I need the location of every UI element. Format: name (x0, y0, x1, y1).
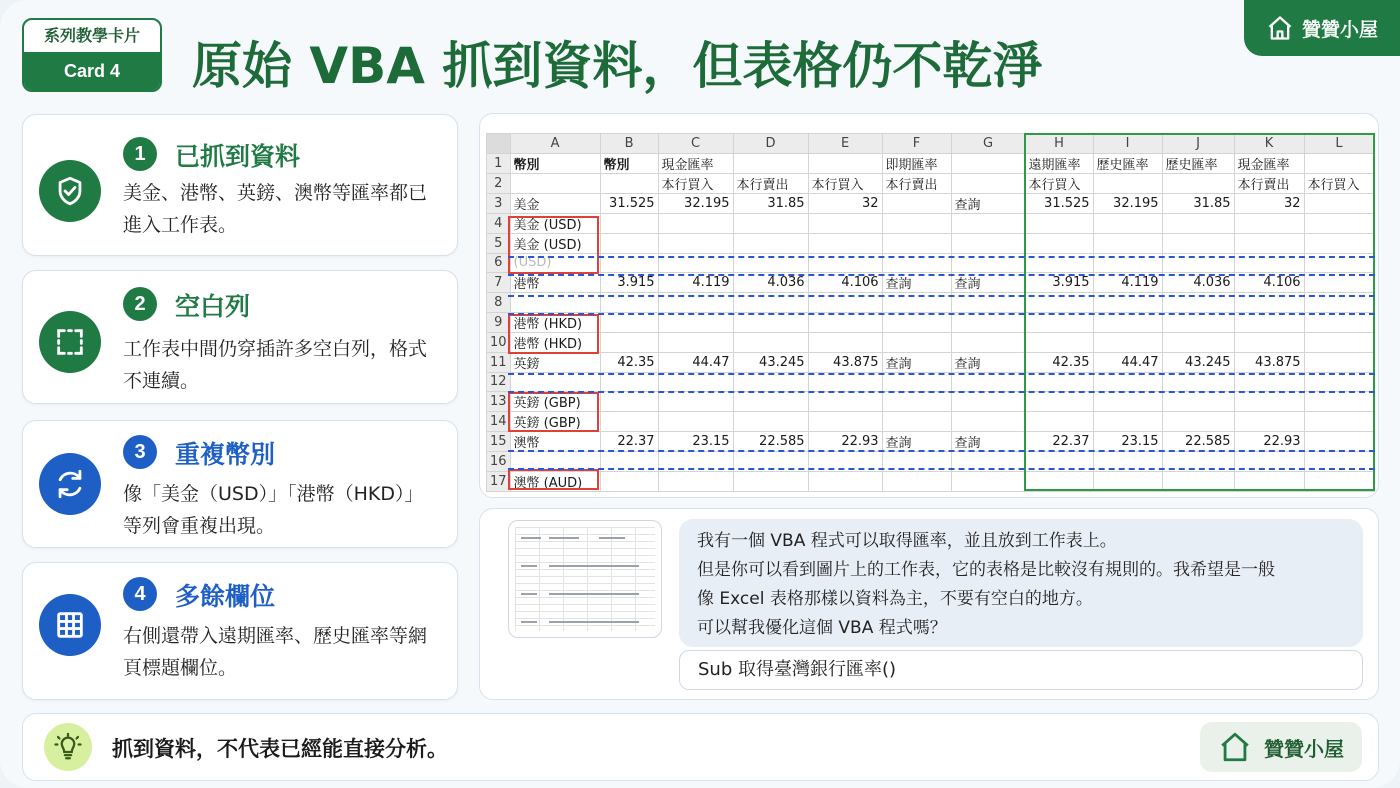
sheet-cell[interactable]: 查詢 (951, 432, 1025, 452)
sheet-cell[interactable]: 本行買入 (658, 173, 733, 193)
chat-line: 可以幫我優化這個 VBA 程式嗎？ (697, 618, 947, 638)
sheet-row (487, 193, 1375, 213)
sheet-cell[interactable] (658, 312, 733, 332)
sheet-cell[interactable]: 44.47 (1093, 352, 1162, 372)
sheet-cell[interactable]: 澳幣 (510, 432, 600, 452)
sheet-cell[interactable] (1234, 372, 1304, 392)
sheet-cell[interactable]: 4.119 (658, 273, 733, 293)
sheet-cell[interactable] (1162, 412, 1234, 432)
sheet-cell[interactable] (1234, 392, 1304, 412)
sheet-cell[interactable] (658, 412, 733, 432)
sheet-cell[interactable] (882, 213, 951, 233)
page-title: 原始 VBA 抓到資料，但表格仍不乾淨 (192, 37, 1043, 95)
sheet-cell[interactable] (1162, 392, 1234, 412)
sheet-cell[interactable]: 3.915 (1025, 273, 1093, 293)
sheet-cell[interactable] (882, 253, 951, 273)
sheet-cell[interactable] (658, 253, 733, 273)
sheet-cell[interactable] (1093, 332, 1162, 352)
sheet-cell[interactable] (733, 293, 808, 313)
sheet-cell[interactable] (510, 293, 600, 313)
sheet-cell[interactable] (600, 372, 658, 392)
sheet-cell[interactable]: 港幣 (510, 273, 600, 293)
sheet-cell[interactable] (808, 253, 882, 273)
sheet-cell[interactable] (733, 452, 808, 472)
sheet-cell[interactable]: 32 (808, 193, 882, 213)
sheet-cell[interactable] (600, 332, 658, 352)
sheet-cell[interactable] (1234, 452, 1304, 472)
column-header[interactable]: F (882, 134, 951, 154)
chat-message (679, 519, 1363, 647)
sheet-cell[interactable] (1093, 452, 1162, 472)
sheet-cell[interactable] (951, 452, 1025, 472)
sheet-cell[interactable]: 美金 (510, 193, 600, 213)
sheet-cell[interactable] (882, 412, 951, 432)
sheet-cell[interactable] (882, 332, 951, 352)
sheet-cell[interactable] (1162, 332, 1234, 352)
sheet-cell[interactable]: 英鎊 (GBP) (510, 392, 600, 412)
row-header[interactable]: 17 (487, 471, 511, 491)
sheet-cell[interactable]: 查詢 (951, 273, 1025, 293)
sheet-cell[interactable] (1234, 293, 1304, 313)
sheet-cell[interactable]: 本行賣出 (882, 173, 951, 193)
sheet-cell[interactable] (951, 332, 1025, 352)
sheet-cell[interactable] (1162, 253, 1234, 273)
sheet-row (487, 412, 1375, 432)
sheet-cell[interactable] (951, 412, 1025, 432)
sheet-row (487, 471, 1375, 491)
sheet-cell[interactable] (1093, 471, 1162, 491)
sheet-cell[interactable]: 31.525 (600, 193, 658, 213)
sheet-cell[interactable] (1234, 471, 1304, 491)
sheet-cell[interactable] (1304, 213, 1374, 233)
sheet-row (487, 153, 1375, 173)
sheet-cell[interactable]: 43.875 (808, 352, 882, 372)
card-number: 2 (123, 287, 157, 321)
column-header[interactable]: D (733, 134, 808, 154)
sheet-cell[interactable] (1162, 312, 1234, 332)
sheet-cell[interactable] (600, 213, 658, 233)
sheet-cell[interactable] (808, 412, 882, 432)
sheet-cell[interactable] (600, 233, 658, 253)
brand-name: 贊贊小屋 (1264, 736, 1344, 761)
row-header[interactable]: 2 (487, 173, 511, 193)
card-description: 像「美金（USD）」「港幣（HKD）」等列會重複出現。 (123, 483, 424, 537)
card-title: 多餘欄位 (175, 582, 276, 611)
sheet-cell[interactable]: 22.93 (1234, 432, 1304, 452)
sheet-cell[interactable]: 32.195 (658, 193, 733, 213)
home-icon (1266, 14, 1294, 42)
row-header[interactable]: 11 (487, 352, 511, 372)
sheet-cell[interactable] (882, 293, 951, 313)
sheet-row (487, 452, 1375, 472)
sheet-cell[interactable] (733, 372, 808, 392)
sheet-cell[interactable] (600, 412, 658, 432)
sheet-cell[interactable]: 43.875 (1234, 352, 1304, 372)
card-description: 右側還帶入遠期匯率、歷史匯率等網頁標題欄位。 (123, 625, 428, 679)
sheet-cell[interactable]: 44.47 (658, 352, 733, 372)
sheet-cell[interactable]: 歷史匯率 (1162, 153, 1234, 173)
column-header[interactable]: E (808, 134, 882, 154)
chat-line: 我有一個 VBA 程式可以取得匯率，並且放到工作表上。 (697, 531, 1117, 551)
sheet-cell[interactable] (1234, 253, 1304, 273)
sheet-cell[interactable] (951, 392, 1025, 412)
sheet-cell[interactable] (951, 372, 1025, 392)
sheet-cell[interactable]: 22.37 (1025, 432, 1093, 452)
sheet-cell[interactable] (600, 253, 658, 273)
sheet-cell[interactable] (1234, 332, 1304, 352)
card-extra-columns (22, 562, 458, 700)
row-header[interactable]: 13 (487, 392, 511, 412)
sheet-cell[interactable] (882, 312, 951, 332)
sheet-cell[interactable] (1234, 233, 1304, 253)
row-header[interactable]: 16 (487, 452, 511, 472)
card-description: 美金、港幣、英鎊、澳幣等匯率都已進入工作表。 (123, 182, 428, 236)
sheet-row (487, 213, 1375, 233)
sheet-cell[interactable]: 英鎊 (GBP) (510, 412, 600, 432)
sheet-cell[interactable]: 幣別 (600, 153, 658, 173)
sheet-cell[interactable]: 31.85 (1162, 193, 1234, 213)
sheet-cell[interactable] (1162, 452, 1234, 472)
sheet-cell[interactable]: 美金 (USD) (510, 213, 600, 233)
column-header[interactable]: J (1162, 134, 1234, 154)
sheet-cell[interactable] (1304, 412, 1374, 432)
sheet-cell[interactable] (951, 471, 1025, 491)
sheet-cell[interactable]: 22.93 (808, 432, 882, 452)
column-header[interactable]: L (1304, 134, 1374, 154)
sheet-cell[interactable] (658, 471, 733, 491)
sheet-cell[interactable] (733, 471, 808, 491)
sheet-cell[interactable] (951, 312, 1025, 332)
sheet-cell[interactable] (1234, 213, 1304, 233)
sheet-cell[interactable]: 查詢 (882, 352, 951, 372)
column-header[interactable]: H (1025, 134, 1093, 154)
card-title: 已抓到資料 (175, 142, 301, 171)
chat-line: 但是你可以看到圖片上的工作表，它的表格是比較沒有規則的。我希望是一般 (697, 560, 1275, 580)
sheet-cell[interactable]: 22.585 (1162, 432, 1234, 452)
sheet-cell[interactable] (808, 153, 882, 173)
sheet-cell[interactable] (882, 193, 951, 213)
sheet-cell[interactable] (658, 233, 733, 253)
row-header[interactable]: 14 (487, 412, 511, 432)
sheet-cell[interactable] (808, 293, 882, 313)
sheet-cell[interactable] (1304, 312, 1374, 332)
sheet-cell[interactable]: 4.036 (733, 273, 808, 293)
sheet-cell[interactable] (1025, 392, 1093, 412)
check-shield-icon (39, 160, 101, 222)
card-label: Card 4 (24, 52, 160, 90)
sheet-row (487, 233, 1375, 253)
card-description: 工作表中間仍穿插許多空白列，格式不連續。 (123, 338, 428, 392)
sheet-cell[interactable]: 英鎊 (510, 352, 600, 372)
sheet-cell[interactable]: 43.245 (733, 352, 808, 372)
column-header[interactable]: K (1234, 134, 1304, 154)
sheet-cell[interactable] (808, 312, 882, 332)
sheet-cell[interactable] (1162, 293, 1234, 313)
sheet-cell[interactable]: 本行賣出 (1234, 173, 1304, 193)
sheet-cell[interactable] (1025, 293, 1093, 313)
sheet-cell[interactable] (1025, 233, 1093, 253)
row-header[interactable]: 15 (487, 432, 511, 452)
series-label: 系列教學卡片 (43, 26, 140, 45)
brand-badge[interactable] (1200, 722, 1362, 772)
sheet-cell[interactable] (951, 293, 1025, 313)
sheet-cell[interactable]: 查詢 (951, 193, 1025, 213)
sheet-row (487, 352, 1375, 372)
sheet-cell[interactable] (600, 312, 658, 332)
sheet-cell[interactable]: 4.106 (1234, 273, 1304, 293)
spreadsheet-thumbnail[interactable] (508, 520, 662, 638)
table-grid-icon (39, 594, 101, 656)
sheet-cell[interactable]: 本行買入 (1304, 173, 1374, 193)
card-number: 3 (123, 435, 157, 469)
sheet-cell[interactable] (1025, 253, 1093, 273)
refresh-icon (39, 453, 101, 515)
sheet-cell[interactable] (733, 412, 808, 432)
sheet-cell[interactable]: 31.525 (1025, 193, 1093, 213)
sheet-row (487, 253, 1375, 273)
sheet-cell[interactable] (1304, 293, 1374, 313)
sheet-cell[interactable] (1162, 471, 1234, 491)
spreadsheet[interactable] (486, 133, 1375, 492)
sheet-cell[interactable] (1093, 233, 1162, 253)
sheet-cell[interactable] (808, 392, 882, 412)
sheet-cell[interactable] (1304, 253, 1374, 273)
sheet-cell[interactable] (882, 372, 951, 392)
sheet-cell[interactable] (1162, 233, 1234, 253)
column-header[interactable]: B (600, 134, 658, 154)
row-header[interactable]: 9 (487, 312, 511, 332)
sheet-cell[interactable] (600, 173, 658, 193)
card-blank-rows (22, 270, 458, 404)
sheet-cell[interactable]: 港幣 (HKD) (510, 312, 600, 332)
row-header[interactable]: 10 (487, 332, 511, 352)
sheet-cell[interactable] (1025, 412, 1093, 432)
row-header[interactable]: 8 (487, 293, 511, 313)
sheet-cell[interactable]: 32 (1234, 193, 1304, 213)
sheet-cell[interactable]: 美金 (USD) (510, 233, 600, 253)
column-header[interactable]: I (1093, 134, 1162, 154)
sheet-cell[interactable]: 本行買入 (808, 173, 882, 193)
sheet-cell[interactable]: 查詢 (951, 352, 1025, 372)
sheet-cell[interactable]: 幣別 (510, 153, 600, 173)
sheet-cell[interactable] (1093, 253, 1162, 273)
sheet-cell[interactable] (600, 452, 658, 472)
sheet-cell[interactable]: 4.036 (1162, 273, 1234, 293)
sheet-cell[interactable]: 澳幣 (AUD) (510, 471, 600, 491)
sheet-row (487, 432, 1375, 452)
sheet-cell[interactable] (808, 332, 882, 352)
sheet-row (487, 173, 1375, 193)
sheet-cell[interactable] (1304, 352, 1374, 372)
sheet-cell[interactable] (510, 372, 600, 392)
sheet-cell[interactable] (658, 452, 733, 472)
sheet-cell[interactable] (951, 213, 1025, 233)
sheet-cell[interactable] (733, 153, 808, 173)
sheet-row (487, 273, 1375, 293)
sheet-cell[interactable]: 現金匯率 (658, 153, 733, 173)
sheet-cell[interactable] (1093, 312, 1162, 332)
column-header[interactable]: G (951, 134, 1025, 154)
sheet-cell[interactable] (882, 471, 951, 491)
card-title: 空白列 (175, 292, 251, 321)
sheet-cell[interactable] (1025, 452, 1093, 472)
sheet-cell[interactable] (1304, 332, 1374, 352)
sheet-cell[interactable] (733, 233, 808, 253)
sheet-cell[interactable] (510, 452, 600, 472)
column-header[interactable]: C (658, 134, 733, 154)
sheet-cell[interactable] (1162, 213, 1234, 233)
sheet-cell[interactable] (658, 332, 733, 352)
sheet-cell[interactable]: 43.245 (1162, 352, 1234, 372)
card-number: 1 (123, 137, 157, 171)
sheet-cell[interactable] (808, 452, 882, 472)
sheet-cell[interactable]: 遠期匯率 (1025, 153, 1093, 173)
sheet-cell[interactable] (733, 213, 808, 233)
sheet-cell[interactable] (510, 173, 600, 193)
sheet-cell[interactable] (1162, 173, 1234, 193)
row-header[interactable]: 3 (487, 193, 511, 213)
lightbulb-icon (44, 723, 92, 771)
sheet-cell[interactable] (1093, 173, 1162, 193)
sheet-cell[interactable] (808, 213, 882, 233)
sheet-cell[interactable] (882, 233, 951, 253)
sheet-cell[interactable] (733, 392, 808, 412)
sheet-cell[interactable] (951, 253, 1025, 273)
sheet-cell[interactable] (733, 312, 808, 332)
row-header[interactable]: 5 (487, 233, 511, 253)
sheet-cell[interactable] (882, 392, 951, 412)
sheet-cell[interactable] (882, 452, 951, 472)
sheet-cell[interactable]: 22.585 (733, 432, 808, 452)
column-header[interactable]: A (510, 134, 600, 154)
sheet-cell[interactable] (1093, 412, 1162, 432)
sheet-cell[interactable] (733, 253, 808, 273)
row-header[interactable]: 12 (487, 372, 511, 392)
sheet-cell[interactable] (1234, 312, 1304, 332)
sheet-cell[interactable] (808, 471, 882, 491)
home-icon (1218, 730, 1252, 764)
sheet-cell[interactable] (1304, 471, 1374, 491)
sheet-cell[interactable]: 22.37 (600, 432, 658, 452)
sheet-cell[interactable] (1304, 432, 1374, 452)
sheet-cell[interactable] (1304, 273, 1374, 293)
sheet-cell[interactable] (600, 471, 658, 491)
sheet-cell[interactable] (1025, 372, 1093, 392)
card-data-captured (22, 114, 458, 256)
sheet-cell[interactable]: 4.119 (1093, 273, 1162, 293)
sheet-cell[interactable] (1304, 372, 1374, 392)
sheet-cell[interactable] (658, 392, 733, 412)
sheet-cell[interactable] (1304, 193, 1374, 213)
sheet-row (487, 372, 1375, 392)
sheet-cell[interactable] (1025, 213, 1093, 233)
sheet-cell[interactable]: 查詢 (882, 273, 951, 293)
sheet-cell[interactable]: 即期匯率 (882, 153, 951, 173)
row-header[interactable]: 4 (487, 213, 511, 233)
sheet-cell[interactable]: 42.35 (1025, 352, 1093, 372)
sheet-cell[interactable] (808, 233, 882, 253)
sheet-cell[interactable]: 32.195 (1093, 193, 1162, 213)
brand-tab[interactable] (1244, 0, 1400, 56)
sheet-cell[interactable]: 31.85 (733, 193, 808, 213)
sheet-cell[interactable] (1025, 312, 1093, 332)
row-header[interactable]: 1 (487, 153, 511, 173)
sheet-cell[interactable]: 3.915 (600, 273, 658, 293)
sheet-cell[interactable]: 本行賣出 (733, 173, 808, 193)
code-snippet[interactable]: Sub 取得臺灣銀行匯率() (679, 650, 1363, 690)
sheet-row (487, 293, 1375, 313)
sheet-cell[interactable]: 港幣 (HKD) (510, 332, 600, 352)
sheet-cell[interactable] (733, 332, 808, 352)
card-duplicate-currency (22, 420, 458, 548)
sheet-cell[interactable]: 查詢 (882, 432, 951, 452)
sheet-cell[interactable] (1304, 452, 1374, 472)
sheet-cell[interactable]: 本行買入 (1025, 173, 1093, 193)
footer-tip: 抓到資料，不代表已經能直接分析。 (112, 737, 448, 761)
sheet-cell[interactable] (1304, 153, 1374, 173)
sheet-cell[interactable]: 現金匯率 (1234, 153, 1304, 173)
sheet-cell[interactable] (658, 372, 733, 392)
card-title: 重複幣別 (175, 440, 276, 469)
row-header[interactable]: 7 (487, 273, 511, 293)
sheet-cell[interactable] (1093, 372, 1162, 392)
sheet-cell[interactable] (1025, 332, 1093, 352)
sheet-cell[interactable]: 23.15 (658, 432, 733, 452)
sheet-cell[interactable] (1162, 372, 1234, 392)
sheet-row (487, 392, 1375, 412)
chat-line: 像 Excel 表格那樣以資料為主，不要有空白的地方。 (697, 589, 1093, 609)
sheet-cell[interactable] (658, 293, 733, 313)
sheet-cell[interactable] (1093, 293, 1162, 313)
sheet-cell[interactable]: 23.15 (1093, 432, 1162, 452)
sheet-cell[interactable] (600, 392, 658, 412)
sheet-cell[interactable] (951, 153, 1025, 173)
sheet-row (487, 312, 1375, 332)
sheet-row (487, 332, 1375, 352)
sheet-cell[interactable] (1304, 392, 1374, 412)
sheet-cell[interactable] (1093, 392, 1162, 412)
sheet-cell[interactable] (1234, 412, 1304, 432)
sheet-cell[interactable]: (USD) (510, 253, 600, 273)
sheet-cell[interactable] (1025, 471, 1093, 491)
sheet-cell[interactable]: 42.35 (600, 352, 658, 372)
sheet-cell[interactable] (951, 233, 1025, 253)
card-number: 4 (123, 577, 157, 611)
row-header[interactable]: 6 (487, 253, 511, 273)
sheet-cell[interactable] (1093, 213, 1162, 233)
sheet-cell[interactable]: 4.106 (808, 273, 882, 293)
sheet-cell[interactable] (1304, 233, 1374, 253)
sheet-cell[interactable] (951, 173, 1025, 193)
series-badge (22, 18, 162, 92)
sheet-cell[interactable] (600, 293, 658, 313)
brand-name: 贊贊小屋 (1301, 18, 1378, 41)
sheet-cell[interactable] (808, 372, 882, 392)
sheet-cell[interactable] (658, 213, 733, 233)
dashed-square-icon (39, 311, 101, 373)
sheet-cell[interactable]: 歷史匯率 (1093, 153, 1162, 173)
sheet-corner[interactable] (487, 134, 511, 154)
